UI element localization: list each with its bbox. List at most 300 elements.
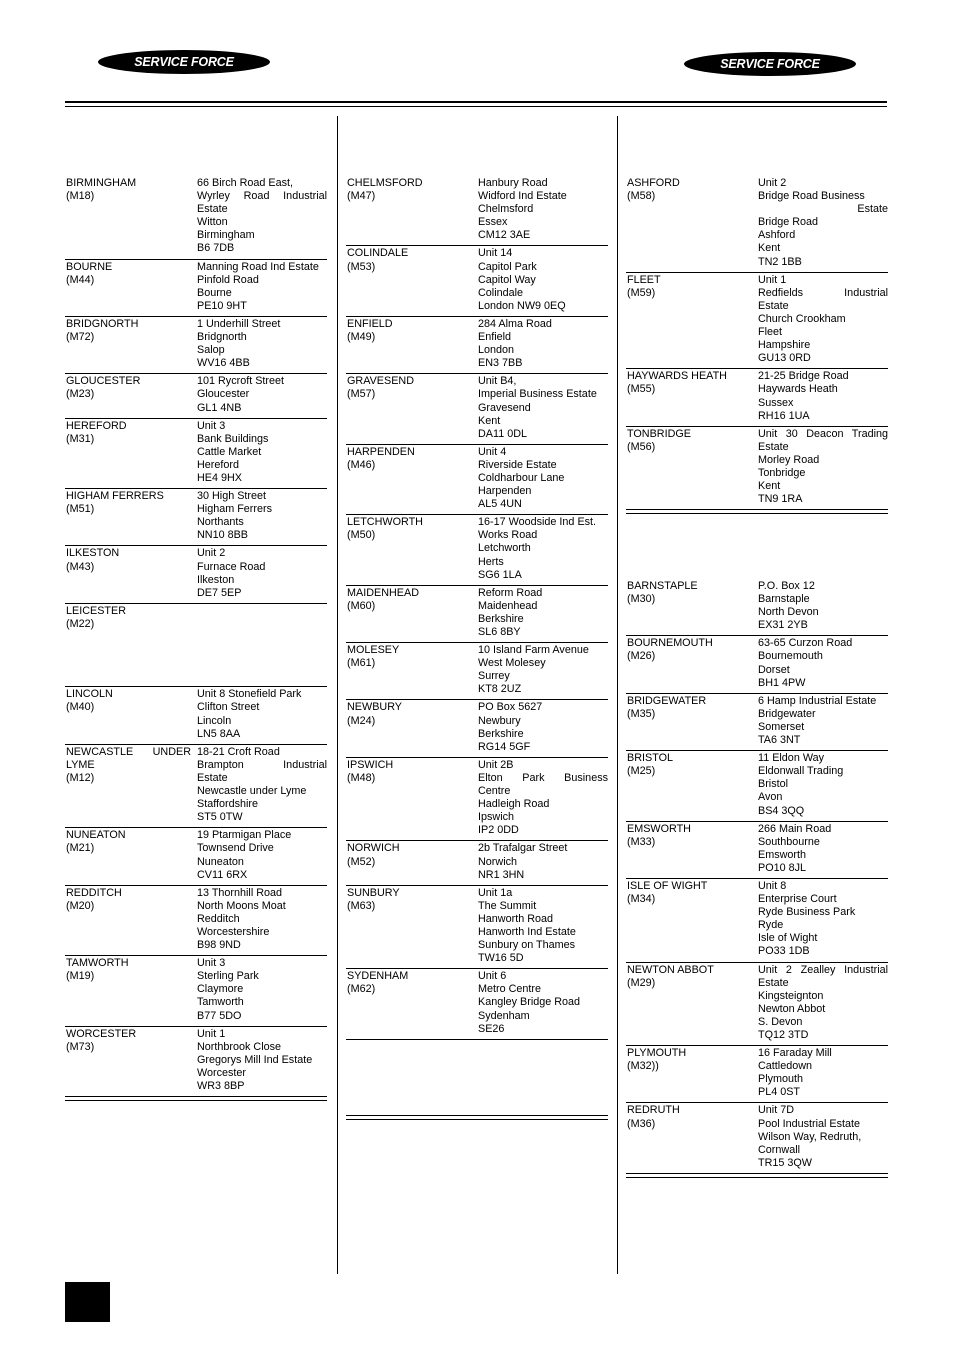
address-line: Chelmsford	[478, 203, 534, 216]
address-line: London NW9 0EQ	[478, 299, 566, 312]
town-name: TAMWORTH	[66, 957, 129, 970]
address-line: CV11 6RX	[197, 868, 248, 881]
dealer-town	[347, 587, 478, 639]
dealer-entry	[346, 643, 608, 700]
address-line: 16-17 Woodside Ind Est.	[478, 516, 597, 529]
town-name: BOURNEMOUTH	[627, 637, 713, 650]
town-name: BRIDGNORTH	[66, 317, 139, 330]
address-line: Kent	[758, 480, 781, 493]
address-line: Redditch	[197, 912, 240, 925]
dealer-town	[347, 375, 478, 440]
address-line: Gregorys Mill Ind Estate	[197, 1053, 313, 1066]
dealer-code: (M44)	[66, 273, 95, 286]
dealer-town	[66, 318, 197, 370]
address-line: Reform Road	[478, 586, 543, 599]
address-line: EX31 2YB	[758, 619, 808, 632]
dealer-entry	[346, 886, 608, 970]
address-line: Unit 2	[197, 547, 226, 560]
address-line: Colindale	[478, 286, 524, 299]
address-column-1	[65, 176, 327, 1101]
dealer-entry	[65, 546, 327, 603]
dealer-address	[478, 516, 608, 581]
dealer-code: (M29)	[627, 976, 656, 989]
column-end-rule	[626, 509, 888, 514]
dealer-code: (M31)	[66, 432, 95, 445]
address-line: Church Crookham	[758, 312, 846, 325]
dealer-code: (M32))	[627, 1060, 659, 1073]
dealer-town	[347, 318, 478, 370]
dealer-code: (M52)	[347, 855, 376, 868]
town-name: SUNBURY	[347, 886, 400, 899]
dealer-address	[478, 842, 608, 881]
dealer-address	[478, 247, 608, 312]
address-line: London	[478, 344, 515, 357]
address-line: GL1 4NB	[197, 401, 242, 414]
dealer-town	[347, 887, 478, 966]
dealer-entry	[346, 586, 608, 643]
blank-line	[197, 618, 327, 631]
address-line: Newcastle under Lyme	[197, 785, 307, 798]
address-line: Norwich	[478, 855, 517, 868]
dealer-town	[627, 580, 758, 632]
dealer-address	[197, 957, 327, 1022]
dealer-address	[197, 420, 327, 485]
address-line: Worcestershire	[197, 925, 270, 938]
dealer-code: (M43)	[66, 560, 95, 573]
address-line: Estate	[758, 299, 789, 312]
town-name: IPSWICH	[347, 758, 394, 771]
address-line: CM12 3AE	[478, 229, 531, 242]
address-line: Ilkeston	[197, 573, 235, 586]
dealer-town	[627, 637, 758, 689]
dealer-entry	[65, 489, 327, 546]
address-line: Claymore	[197, 983, 244, 996]
dealer-entry	[65, 374, 327, 418]
address-line: Enfield	[478, 331, 512, 344]
dealer-town	[66, 957, 197, 1022]
address-line: Tamworth	[197, 996, 244, 1009]
address-line: 101 Rycroft Street	[197, 375, 285, 388]
dealer-address	[758, 880, 888, 959]
address-line: Capitol Way	[478, 273, 536, 286]
dealer-town	[347, 177, 478, 242]
dealer-entry	[626, 427, 888, 510]
dealer-entry	[626, 369, 888, 426]
blank-line	[197, 657, 327, 670]
dealer-town	[627, 274, 758, 366]
dealer-entry	[346, 445, 608, 515]
address-line: NN10 8BB	[197, 529, 249, 542]
dealer-town	[66, 547, 197, 599]
town-name: BOURNE	[66, 260, 113, 273]
address-line: EN3 7BB	[478, 357, 523, 370]
address-line: Unit 1	[197, 1027, 226, 1040]
dealer-town	[66, 177, 197, 256]
town-name: LETCHWORTH	[347, 516, 423, 529]
dealer-town	[627, 964, 758, 1043]
dealer-code: (M59)	[627, 286, 656, 299]
address-line: Birmingham	[197, 229, 255, 242]
dealer-town	[627, 695, 758, 747]
address-line: Furnace Road	[197, 560, 266, 573]
address-line: Hanworth Ind Estate	[478, 925, 576, 938]
address-line: Morley Road	[758, 453, 820, 466]
address-column-3-upper	[626, 176, 888, 514]
dealer-code: (M53)	[347, 260, 376, 273]
address-line: B6 7DB	[197, 242, 235, 255]
address-line: Riverside Estate	[478, 458, 557, 471]
dealer-entry	[65, 176, 327, 260]
dealer-code: (M72)	[66, 331, 95, 344]
address-line: Tonbridge	[758, 466, 806, 479]
dealer-code: (M36)	[627, 1117, 656, 1130]
blank-line	[197, 670, 327, 683]
dealer-address	[758, 1047, 888, 1099]
address-line: 63-65 Curzon Road	[758, 637, 853, 650]
dealer-code: (M19)	[66, 970, 95, 983]
dealer-address	[758, 580, 888, 632]
dealer-town	[66, 420, 197, 485]
address-line: Northbrook Close	[197, 1040, 282, 1053]
address-line: Unit 30 Deacon Trading	[758, 427, 888, 440]
dealer-town	[627, 752, 758, 817]
address-line: 13 Thornhill Road	[197, 886, 283, 899]
town-name: EMSWORTH	[627, 822, 691, 835]
address-line: B77 5DO	[197, 1009, 242, 1022]
town-name: HEREFORD	[66, 419, 127, 432]
town-name: ENFIELD	[347, 317, 393, 330]
address-line: BS4 3QQ	[758, 804, 805, 817]
address-line: Sterling Park	[197, 970, 259, 983]
address-line: Enterprise Court	[758, 893, 837, 906]
dealer-entry	[65, 828, 327, 885]
address-line: Estate	[197, 203, 228, 216]
address-line: Dorset	[758, 663, 790, 676]
address-line: Metro Centre	[478, 983, 542, 996]
dealer-address	[197, 688, 327, 740]
logo-text: SERVICE FORCE	[134, 55, 234, 69]
town-name: HAYWARDS HEATH	[627, 370, 727, 383]
dealer-code: (M30)	[627, 593, 656, 606]
dealer-code: (M47)	[347, 190, 376, 203]
address-line: 16 Faraday Mill	[758, 1047, 832, 1060]
address-line: WR3 8BP	[197, 1080, 245, 1092]
address-line: Estate	[758, 976, 789, 989]
dealer-town	[347, 842, 478, 881]
address-line: Unit 7D	[758, 1104, 795, 1117]
address-line: Kingsteignton	[758, 989, 824, 1002]
address-line: P.O. Box 12	[758, 580, 815, 592]
address-line: Bridge Road	[758, 216, 819, 229]
dealer-address	[758, 1104, 888, 1169]
address-line: Bridge Road Business	[758, 190, 865, 203]
address-line: PE10 9HT	[197, 299, 247, 312]
dealer-code: (M46)	[347, 458, 376, 471]
address-line: Unit 6	[478, 970, 507, 983]
dealer-entry	[65, 317, 327, 374]
town-name: HARPENDEN	[347, 445, 415, 458]
address-line: Bridgewater	[758, 707, 816, 720]
town-name: BRIDGEWATER	[627, 694, 707, 707]
address-line: TA6 3NT	[758, 734, 801, 747]
address-line: Barnstaple	[758, 593, 810, 606]
address-line: Ashford	[758, 229, 796, 242]
address-column-3-lower	[626, 579, 888, 1178]
address-line: Somerset	[758, 720, 805, 733]
dealer-address	[758, 752, 888, 817]
address-line: North Moons Moat	[197, 899, 286, 912]
address-line: B98 9ND	[197, 939, 241, 952]
town-name: ILKESTON	[66, 547, 120, 560]
dealer-address	[478, 759, 608, 838]
address-line: Southbourne	[758, 835, 820, 848]
address-line: Imperial Business Estate	[478, 388, 597, 401]
town-name: REDRUTH	[627, 1104, 680, 1117]
dealer-address	[478, 970, 608, 1035]
dealer-code: (M48)	[347, 771, 376, 784]
address-line: Staffordshire	[197, 798, 259, 811]
address-line: Bridgnorth	[197, 331, 247, 344]
address-line: Unit 8 Stonefield Park	[197, 688, 302, 701]
address-line: Bank Buildings	[197, 432, 269, 445]
address-line: Eldonwall Trading	[758, 765, 844, 778]
dealer-address	[197, 261, 327, 313]
column-end-rule	[626, 1173, 888, 1178]
address-line: TR15 3QW	[758, 1156, 812, 1169]
address-line: Unit 1a	[478, 886, 513, 899]
address-line: Hanbury Road	[478, 177, 548, 189]
address-line: Pool Industrial Estate	[758, 1117, 861, 1130]
address-line: LN5 8AA	[197, 727, 241, 740]
address-line: SG6 1LA	[478, 568, 522, 581]
address-line: Sunbury on Thames	[478, 939, 576, 952]
dealer-code: (M60)	[347, 599, 376, 612]
address-line: Hereford	[197, 458, 240, 471]
blank-line	[197, 605, 327, 618]
town-name: LYME	[66, 758, 95, 771]
address-line: Hampshire	[758, 339, 811, 352]
address-line: Higham Ferrers	[197, 503, 272, 516]
dealer-address	[197, 1028, 327, 1093]
dealer-entry	[626, 1103, 888, 1172]
dealer-address	[197, 829, 327, 881]
dealer-entry	[346, 758, 608, 842]
dealer-entry	[626, 273, 888, 370]
dealer-town	[66, 829, 197, 881]
address-line: Unit B4,	[478, 375, 517, 388]
address-line: PO33 1DB	[758, 945, 810, 958]
dealer-address	[478, 446, 608, 511]
dealer-town	[66, 490, 197, 542]
address-line: Maidenhead	[478, 599, 538, 612]
address-line: Unit 14	[478, 247, 513, 260]
address-line: Ryde	[758, 919, 784, 932]
address-line: WV16 4BB	[197, 357, 250, 370]
address-line: Bourne	[197, 286, 232, 299]
dealer-address	[197, 746, 327, 825]
town-name: MOLESEY	[347, 644, 400, 657]
address-line: Herts	[478, 555, 504, 568]
address-line: Avon	[758, 791, 783, 804]
dealer-entry	[346, 176, 608, 246]
dealer-code: (M34)	[627, 893, 656, 906]
dealer-address	[197, 318, 327, 370]
address-line: GU13 0RD	[758, 352, 811, 365]
dealer-address	[478, 701, 608, 753]
town-name: HIGHAM FERRERS	[66, 490, 164, 503]
dealer-town	[627, 1104, 758, 1169]
dealer-code: (M35)	[627, 707, 656, 720]
address-line: The Summit	[478, 899, 537, 912]
column-divider	[337, 116, 338, 1274]
dealer-entry	[626, 1046, 888, 1103]
dealer-code: (M61)	[347, 657, 376, 670]
dealer-entry	[626, 822, 888, 879]
address-line: Northants	[197, 516, 244, 529]
address-line: Cornwall	[758, 1143, 801, 1156]
dealer-entry	[346, 515, 608, 585]
address-line: 266 Main Road	[758, 822, 832, 835]
address-line: HE4 9HX	[197, 471, 243, 484]
address-line: Letchworth	[478, 542, 531, 555]
dealer-entry	[626, 636, 888, 693]
dealer-entry	[346, 969, 608, 1038]
address-line: 2b Trafalgar Street	[478, 842, 568, 855]
dealer-town	[66, 688, 197, 740]
dealer-address	[478, 318, 608, 370]
dealer-town	[347, 701, 478, 753]
dealer-town	[66, 605, 197, 684]
address-line: Unit 2	[758, 177, 787, 189]
address-line: Essex	[478, 216, 508, 229]
address-line: Kangley Bridge Road	[478, 996, 581, 1009]
address-line: Surrey	[478, 670, 510, 683]
dealer-code: (M73)	[66, 1040, 95, 1053]
dealer-town	[347, 644, 478, 696]
dealer-address	[758, 370, 888, 422]
dealer-entry	[65, 886, 327, 956]
town-name: NEWTON ABBOT	[627, 963, 714, 976]
address-line: DA11 0DL	[478, 427, 528, 440]
dealer-town	[347, 446, 478, 511]
address-line: 21-25 Bridge Road	[758, 370, 849, 383]
town-name: REDDITCH	[66, 886, 122, 899]
logo-text: SERVICE FORCE	[720, 57, 820, 71]
dealer-address	[197, 177, 327, 256]
address-line: 10 Island Farm Avenue	[478, 644, 589, 657]
town-name: NUNEATON	[66, 829, 126, 842]
dealer-code: (M40)	[66, 701, 95, 714]
dealer-town	[66, 261, 197, 313]
header-rule-thick	[65, 101, 887, 103]
address-line: BH1 4PW	[758, 676, 806, 689]
dealer-address	[478, 177, 608, 242]
address-line: Widford Ind Estate	[478, 190, 567, 203]
address-line: Hadleigh Road	[478, 798, 550, 811]
address-line: Estate	[758, 440, 789, 453]
address-line: Sydenham	[478, 1009, 530, 1022]
column-end-rule	[65, 1096, 327, 1101]
dealer-town	[66, 375, 197, 414]
town-name: NEWBURY	[347, 701, 402, 714]
dealer-code: (M58)	[627, 190, 656, 203]
dealer-address	[758, 637, 888, 689]
address-line: Gravesend	[478, 401, 531, 414]
page-marker-block	[65, 1282, 110, 1322]
dealer-town	[347, 970, 478, 1035]
address-line: SE26	[478, 1022, 505, 1035]
town-name: CHELMSFORD	[347, 177, 423, 189]
address-line: Brampton Industrial	[197, 758, 327, 771]
address-line: Berkshire	[478, 727, 524, 740]
address-line: West Molesey	[478, 657, 546, 670]
address-line: DE7 5EP	[197, 586, 242, 599]
dealer-address	[758, 428, 888, 507]
dealer-code: (M56)	[627, 440, 656, 453]
dealer-town	[627, 1047, 758, 1099]
dealer-code: (M18)	[66, 190, 95, 203]
dealer-town	[347, 516, 478, 581]
address-line: Unit 8	[758, 879, 787, 892]
blank-line	[197, 644, 327, 657]
dealer-code: (M62)	[347, 983, 376, 996]
town-name: GRAVESEND	[347, 375, 414, 388]
town-name: BRISTOL	[627, 752, 674, 765]
address-line: Salop	[197, 344, 225, 357]
dealer-entry	[65, 745, 327, 829]
address-line: 18-21 Croft Road	[197, 745, 280, 758]
service-force-logo-right	[684, 52, 856, 76]
address-line: Unit 3	[197, 419, 226, 432]
dealer-code: (M23)	[66, 388, 95, 401]
dealer-town	[66, 887, 197, 952]
column-end-rule	[346, 1115, 608, 1120]
address-line: 11 Eldon Way	[758, 752, 825, 765]
dealer-code: (M51)	[66, 503, 95, 516]
address-line: Sussex	[758, 396, 794, 409]
address-line: 1 Underhill Street	[197, 317, 281, 330]
dealer-code: (M63)	[347, 899, 376, 912]
dealer-town	[627, 370, 758, 422]
dealer-town	[627, 880, 758, 959]
dealer-address	[478, 644, 608, 696]
column-blank-area	[346, 1039, 608, 1115]
address-line: Ipswich	[478, 811, 515, 824]
dealer-entry	[65, 260, 327, 317]
address-line: Unit 2B	[478, 758, 514, 771]
dealer-town	[66, 746, 197, 825]
address-line: PO Box 5627	[478, 701, 543, 714]
town-name: TONBRIDGE	[627, 427, 691, 440]
address-line: TQ12 3TD	[758, 1029, 809, 1041]
address-line: Unit 4	[478, 445, 507, 458]
address-line: RG14 5GF	[478, 740, 531, 753]
town-name: NEWCASTLE UNDER	[66, 745, 191, 758]
dealer-entry	[346, 700, 608, 757]
dealer-entry	[626, 694, 888, 751]
address-line: 284 Alma Road	[478, 317, 552, 330]
dealer-address	[758, 695, 888, 747]
dealer-entry	[346, 317, 608, 374]
dealer-entry	[626, 879, 888, 963]
address-line: 19 Ptarmigan Place	[197, 829, 292, 842]
service-force-logo-left	[98, 50, 270, 74]
address-line: Kent	[478, 414, 501, 427]
dealer-code: (M21)	[66, 842, 95, 855]
dealer-address	[197, 887, 327, 952]
dealer-entry	[65, 956, 327, 1026]
address-line: Lincoln	[197, 714, 232, 727]
